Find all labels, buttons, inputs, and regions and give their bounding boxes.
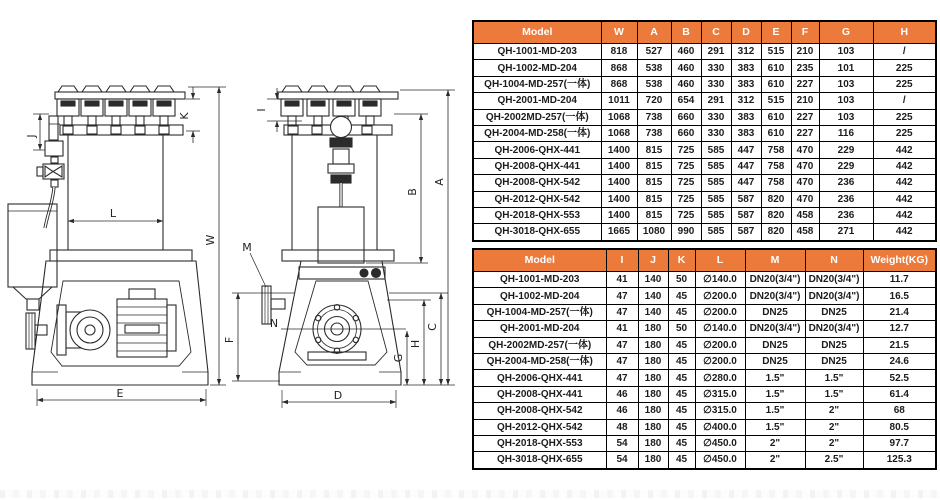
value-cell: 103 [819,109,873,125]
value-cell: 312 [731,44,761,60]
value-cell: 180 [638,452,668,469]
value-cell: 758 [761,175,791,191]
value-cell: 610 [761,60,791,76]
value-cell: 820 [761,191,791,207]
value-cell: 291 [701,44,731,60]
table-row [473,386,936,402]
value-cell: 725 [671,207,701,223]
value-cell: 585 [701,158,731,174]
value-cell: 45 [668,353,695,369]
column-header: H [873,21,936,44]
value-cell: 48 [606,419,638,435]
table-row [473,93,936,109]
value-cell: 738 [637,109,671,125]
value-cell: 47 [606,370,638,386]
value-cell: 210 [791,44,819,60]
dim-label-K: K [178,112,191,120]
motor [117,289,176,357]
value-cell: 180 [638,386,668,402]
column-header: Weight(KG) [863,249,936,272]
model-cell: QH-1004-MD-257(一体) [473,304,606,320]
table-row [473,191,936,207]
value-cell: 1.5" [805,386,863,402]
table-row [473,403,936,419]
table-row [473,337,936,353]
value-cell: 1068 [601,109,637,125]
value-cell: 103 [819,93,873,109]
value-cell: 312 [731,93,761,109]
value-cell: 330 [701,76,731,92]
value-cell: 458 [791,224,819,241]
value-cell: 2" [745,452,805,469]
column-header: F [791,21,819,44]
header-row [473,21,936,44]
value-cell: 585 [701,224,731,241]
value-cell: 610 [761,76,791,92]
table-row [473,207,936,223]
table-row [473,370,936,386]
table-row [473,109,936,125]
column-header: E [761,21,791,44]
table-row [473,158,936,174]
column-header: Model [473,249,606,272]
value-cell: 460 [671,60,701,76]
dim-label-C: C [426,323,439,331]
value-cell: 868 [601,76,637,92]
value-cell: 47 [606,337,638,353]
value-cell: 180 [638,403,668,419]
value-cell: 1080 [637,224,671,241]
value-cell: 1.5" [745,419,805,435]
value-cell: 1.5" [745,403,805,419]
value-cell: ∅200.0 [695,337,745,353]
value-cell: 80.5 [863,419,936,435]
value-cell: 47 [606,288,638,304]
model-cell: QH-1002-MD-204 [473,288,606,304]
model-cell: QH-2018-QHX-553 [473,207,601,223]
model-cell: QH-2002MD-257(一体) [473,109,601,125]
column-header: M [745,249,805,272]
value-cell: 815 [637,191,671,207]
value-cell: / [873,93,936,109]
dim-label-H: H [409,339,422,349]
column-header: C [701,21,731,44]
column-header: K [668,249,695,272]
value-cell: 41 [606,321,638,337]
value-cell: 180 [638,353,668,369]
filter-cap-tops [58,86,174,92]
value-cell: 12.7 [863,321,936,337]
table-row [473,272,936,288]
value-cell: 46 [606,403,638,419]
value-cell: 52.5 [863,370,936,386]
value-cell: 758 [761,142,791,158]
value-cell: 820 [761,207,791,223]
value-cell: 610 [761,125,791,141]
value-cell: 236 [819,191,873,207]
column-header: L [695,249,745,272]
value-cell: 815 [637,207,671,223]
value-cell: 1400 [601,142,637,158]
value-cell: DN25 [805,353,863,369]
value-cell: ∅400.0 [695,419,745,435]
value-cell: 103 [819,44,873,60]
model-cell: QH-1001-MD-203 [473,272,606,288]
column-header: B [671,21,701,44]
value-cell: 140 [638,304,668,320]
base-plate-side [282,250,394,261]
value-cell: 180 [638,435,668,451]
value-cell: 868 [601,60,637,76]
value-cell: ∅450.0 [695,435,745,451]
model-cell: QH-1001-MD-203 [473,44,601,60]
value-cell: 330 [701,60,731,76]
value-cell: 725 [671,191,701,207]
dim-label-I: I [255,108,268,112]
filter-caps [57,99,175,125]
value-cell: 2.5" [805,452,863,469]
dim-label-N: N [269,317,279,330]
value-cell: 1400 [601,191,637,207]
value-cell: 227 [791,76,819,92]
filter-cap-tops-side [282,86,380,92]
value-cell: 585 [701,142,731,158]
value-cell: 383 [731,76,761,92]
model-cell: QH-2001-MD-204 [473,93,601,109]
model-cell: QH-2001-MD-204 [473,321,606,337]
value-cell: 45 [668,288,695,304]
pump-flange [308,305,366,360]
inner-column [318,207,364,263]
column-header: Model [473,21,601,44]
value-cell: 330 [701,109,731,125]
value-cell: 21.5 [863,337,936,353]
table-row [473,435,936,451]
value-cell: 1400 [601,207,637,223]
value-cell: 47 [606,304,638,320]
value-cell: 460 [671,76,701,92]
value-cell: 54 [606,435,638,451]
dim-label-W: W [204,234,217,246]
table-row [473,175,936,191]
dim-label-M: M [242,241,252,254]
value-cell: 610 [761,109,791,125]
value-cell: 585 [701,175,731,191]
value-cell: 225 [873,76,936,92]
model-cell: QH-2008-QHX-542 [473,175,601,191]
value-cell: 1.5" [745,370,805,386]
table-row [473,224,936,241]
value-cell: 330 [701,125,731,141]
table-row [473,44,936,60]
value-cell: 725 [671,142,701,158]
value-cell: 101 [819,60,873,76]
dim-label-J: J [25,134,38,138]
value-cell: 45 [668,370,695,386]
value-cell: 587 [731,224,761,241]
value-cell: 538 [637,76,671,92]
model-cell: QH-2006-QHX-441 [473,142,601,158]
value-cell: 229 [819,158,873,174]
value-cell: 458 [791,207,819,223]
value-cell: 585 [701,191,731,207]
value-cell: 103 [819,76,873,92]
model-cell: QH-2006-QHX-441 [473,370,606,386]
model-cell: QH-3018-QHX-655 [473,224,601,241]
filter-chamber [68,135,163,250]
value-cell: 47 [606,353,638,369]
value-cell: 225 [873,125,936,141]
value-cell: 140 [638,288,668,304]
value-cell: 225 [873,109,936,125]
value-cell: 180 [638,419,668,435]
value-cell: 291 [701,93,731,109]
value-cell: 235 [791,60,819,76]
value-cell: DN20(3/4") [745,321,805,337]
value-cell: 442 [873,158,936,174]
leader-M [250,253,266,287]
model-cell: QH-2012-QHX-542 [473,419,606,435]
table-row [473,419,936,435]
model-cell: QH-2008-QHX-542 [473,403,606,419]
model-cell: QH-2002MD-257(一体) [473,337,606,353]
column-header: G [819,21,873,44]
model-cell: QH-1002-MD-204 [473,60,601,76]
value-cell: / [873,44,936,60]
value-cell: 97.7 [863,435,936,451]
table-row [473,142,936,158]
value-cell: 383 [731,60,761,76]
column-header: D [731,21,761,44]
table-row [473,321,936,337]
value-cell: 460 [671,44,701,60]
header-row [473,249,936,272]
value-cell: 68 [863,403,936,419]
value-cell: 383 [731,109,761,125]
value-cell: DN25 [745,353,805,369]
value-cell: ∅280.0 [695,370,745,386]
model-cell: QH-2008-QHX-441 [473,158,601,174]
value-cell: 470 [791,142,819,158]
value-cell: 229 [819,142,873,158]
model-cell: QH-2012-QHX-542 [473,191,601,207]
value-cell: 447 [731,175,761,191]
side-view-drawing [223,86,455,408]
value-cell: 45 [668,337,695,353]
value-cell: 236 [819,175,873,191]
dim-label-B: B [406,188,419,196]
value-cell: 515 [761,44,791,60]
value-cell: 815 [637,142,671,158]
value-cell: DN20(3/4") [805,288,863,304]
dim-label-F: F [223,336,236,344]
value-cell: 447 [731,142,761,158]
value-cell: DN20(3/4") [805,272,863,288]
value-cell: 1068 [601,125,637,141]
value-cell: 725 [671,175,701,191]
model-cell: QH-2008-QHX-441 [473,386,606,402]
value-cell: 660 [671,109,701,125]
value-cell: 990 [671,224,701,241]
value-cell: 654 [671,93,701,109]
value-cell: DN25 [745,337,805,353]
value-cell: 538 [637,60,671,76]
value-cell: 470 [791,158,819,174]
dim-label-E: E [116,387,124,400]
value-cell: 815 [637,158,671,174]
model-cell: QH-3018-QHX-655 [473,452,606,469]
value-cell: 11.7 [863,272,936,288]
value-cell: 45 [668,435,695,451]
value-cell: 1.5" [805,370,863,386]
value-cell: 50 [668,272,695,288]
model-cell: QH-1004-MD-257(一体) [473,76,601,92]
value-cell: 442 [873,191,936,207]
value-cell: 61.4 [863,386,936,402]
value-cell: 50 [668,321,695,337]
value-cell: ∅200.0 [695,288,745,304]
value-cell: 585 [701,207,731,223]
value-cell: 1011 [601,93,637,109]
model-cell: QH-2004-MD-258(一体) [473,353,606,369]
crossbar-pipework [299,267,385,279]
value-cell: ∅140.0 [695,272,745,288]
value-cell: 2" [805,435,863,451]
value-cell: 16.5 [863,288,936,304]
dim-label-D: D [333,389,343,402]
value-cell: 527 [637,44,671,60]
clamp-band [60,125,183,135]
value-cell: 447 [731,158,761,174]
column-header: A [637,21,671,44]
value-cell: 1665 [601,224,637,241]
connections-table [472,248,937,470]
table-row [473,452,936,469]
value-cell: 2" [745,435,805,451]
value-cell: ∅140.0 [695,321,745,337]
front-view-drawing [8,86,226,406]
base-plate [50,250,192,261]
value-cell: 720 [637,93,671,109]
value-cell: 815 [637,175,671,191]
value-cell: 227 [791,125,819,141]
value-cell: 21.4 [863,304,936,320]
value-cell: 1400 [601,158,637,174]
value-cell: ∅200.0 [695,353,745,369]
value-cell: 210 [791,93,819,109]
value-cell: 271 [819,224,873,241]
value-cell: 470 [791,191,819,207]
value-cell: 818 [601,44,637,60]
value-cell: DN20(3/4") [745,288,805,304]
value-cell: 180 [638,337,668,353]
value-cell: 116 [819,125,873,141]
value-cell: 45 [668,452,695,469]
value-cell: 236 [819,207,873,223]
value-cell: 45 [668,386,695,402]
dim-label-L: L [109,207,117,220]
value-cell: 442 [873,207,936,223]
value-cell: 140 [638,272,668,288]
top-plate [55,92,185,99]
value-cell: 41 [606,272,638,288]
handwheel [26,313,47,349]
value-cell: 1.5" [745,386,805,402]
value-cell: 1400 [601,175,637,191]
pump-head [57,305,110,355]
value-cell: 660 [671,125,701,141]
value-cell: 125.3 [863,452,936,469]
value-cell: ∅315.0 [695,386,745,402]
dim-label-G: G [392,353,405,363]
value-cell: 470 [791,175,819,191]
value-cell: 54 [606,452,638,469]
value-cell: DN25 [745,304,805,320]
model-cell: QH-2004-MD-258(一体) [473,125,601,141]
value-cell: 758 [761,158,791,174]
cropped-text-strip [0,490,940,498]
value-cell: 442 [873,175,936,191]
value-cell: ∅450.0 [695,452,745,469]
value-cell: 820 [761,224,791,241]
model-cell: QH-2018-QHX-553 [473,435,606,451]
value-cell: ∅315.0 [695,403,745,419]
value-cell: 2" [805,419,863,435]
table-row [473,60,936,76]
value-cell: 725 [671,158,701,174]
column-header: N [805,249,863,272]
value-cell: 180 [638,321,668,337]
value-cell: 442 [873,224,936,241]
value-cell: ∅200.0 [695,304,745,320]
value-cell: DN25 [805,337,863,353]
value-cell: DN25 [805,304,863,320]
table-row [473,288,936,304]
dim-label-A: A [433,178,446,186]
value-cell: 738 [637,125,671,141]
value-cell: DN20(3/4") [805,321,863,337]
value-cell: 46 [606,386,638,402]
value-cell: DN20(3/4") [745,272,805,288]
value-cell: 227 [791,109,819,125]
value-cell: 383 [731,125,761,141]
value-cell: 45 [668,304,695,320]
table-row [473,353,936,369]
top-plate-side [278,92,398,99]
value-cell: 180 [638,370,668,386]
value-cell: 24.6 [863,353,936,369]
table-row [473,76,936,92]
ball-valve [328,117,354,208]
column-header: W [601,21,637,44]
value-cell: 45 [668,419,695,435]
value-cell: 2" [805,403,863,419]
value-cell: 587 [731,207,761,223]
value-cell: 442 [873,142,936,158]
value-cell: 225 [873,60,936,76]
column-header: I [606,249,638,272]
value-cell: 515 [761,93,791,109]
value-cell: 587 [731,191,761,207]
table-row [473,125,936,141]
column-header: J [638,249,668,272]
value-cell: 45 [668,403,695,419]
table-row [473,304,936,320]
dimensions-table [472,20,937,242]
